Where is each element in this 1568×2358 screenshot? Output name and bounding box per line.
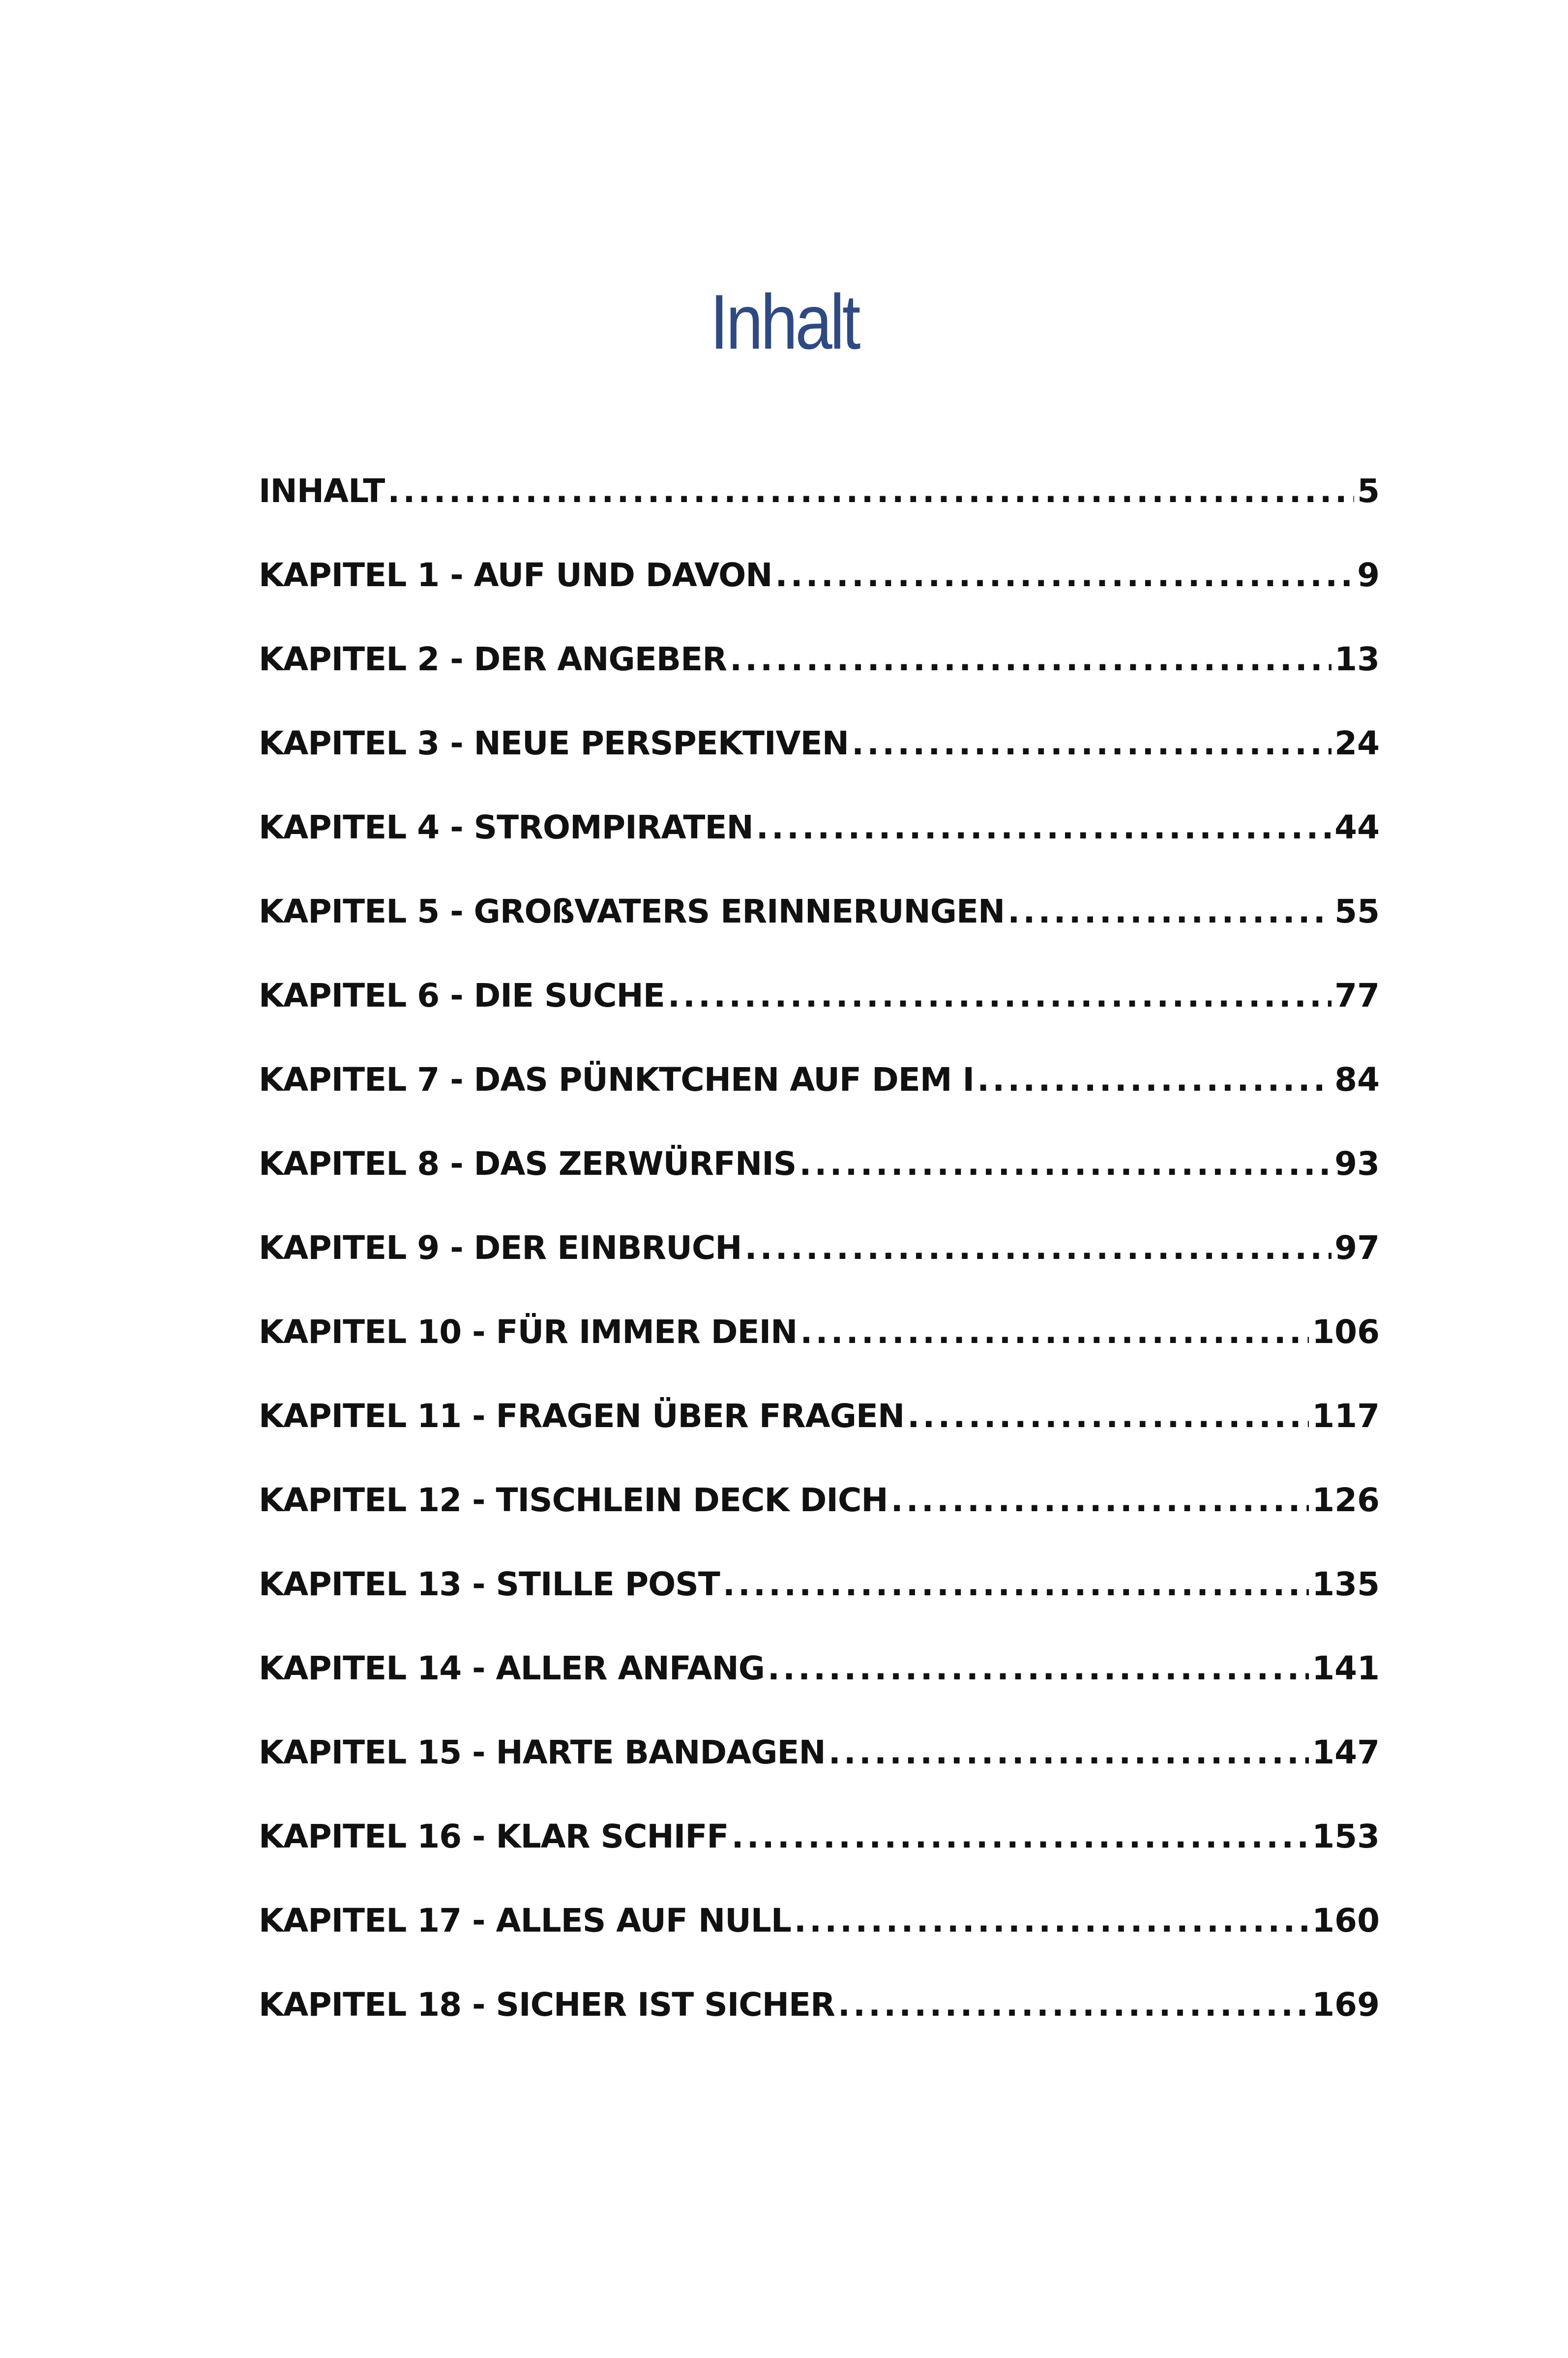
toc-dot-leader [799, 1145, 1331, 1183]
table-of-contents [259, 472, 1380, 2070]
toc-entry[interactable] [259, 1229, 1380, 1313]
toc-dot-leader [732, 1818, 1309, 1855]
toc-entry[interactable] [259, 1649, 1380, 1733]
toc-entry-label: KAPITEL 3 - NEUE PERSPEKTIVEN [259, 724, 849, 762]
toc-entry-label: KAPITEL 16 - KLAR SCHIFF [259, 1818, 729, 1855]
toc-dot-leader [745, 1229, 1332, 1267]
toc-entry[interactable] [259, 1397, 1380, 1481]
toc-entry-label: KAPITEL 7 - DAS PÜNKTCHEN AUF DEM I [259, 1061, 975, 1099]
toc-entry-label: KAPITEL 8 - DAS ZERWÜRFNIS [259, 1145, 797, 1183]
toc-entry-label: KAPITEL 1 - AUF UND DAVON [259, 556, 772, 594]
toc-entry-label: KAPITEL 9 - DER EINBRUCH [259, 1229, 742, 1267]
toc-entry[interactable] [259, 640, 1380, 724]
toc-entry[interactable] [259, 977, 1380, 1061]
toc-entry-page: 126 [1312, 1481, 1380, 1519]
toc-entry-label: KAPITEL 13 - STILLE POST [259, 1565, 720, 1603]
toc-entry-page: 160 [1312, 1902, 1380, 1940]
toc-entry[interactable] [259, 724, 1380, 808]
toc-entry[interactable] [259, 1733, 1380, 1818]
toc-entry-page: 55 [1334, 893, 1380, 930]
toc-entry-page: 9 [1357, 556, 1380, 594]
toc-entry-page: 106 [1312, 1313, 1380, 1351]
toc-entry[interactable] [259, 472, 1380, 556]
toc-entry[interactable] [259, 1145, 1380, 1229]
toc-entry-page: 135 [1312, 1565, 1380, 1603]
toc-entry-page: 84 [1334, 1061, 1380, 1099]
toc-dot-leader [800, 1313, 1309, 1351]
toc-entry[interactable] [259, 1818, 1380, 1902]
toc-entry-page: 153 [1312, 1818, 1380, 1855]
toc-entry-page: 169 [1312, 1986, 1380, 2024]
toc-entry-page: 147 [1312, 1733, 1380, 1771]
toc-dot-leader [723, 1565, 1309, 1603]
toc-dot-leader [828, 1733, 1309, 1771]
toc-entry-page: 93 [1334, 1145, 1380, 1183]
toc-entry-label: KAPITEL 17 - ALLES AUF NULL [259, 1902, 791, 1940]
toc-dot-leader [756, 808, 1331, 846]
toc-dot-leader [977, 1061, 1331, 1099]
toc-entry-label: KAPITEL 12 - TISCHLEIN DECK DICH [259, 1481, 888, 1519]
toc-dot-leader [794, 1902, 1309, 1940]
toc-entry[interactable] [259, 1565, 1380, 1649]
toc-entry-label: KAPITEL 11 - FRAGEN ÜBER FRAGEN [259, 1397, 905, 1435]
page-title: Inhalt [710, 278, 858, 365]
toc-dot-leader [387, 472, 1354, 510]
toc-dot-leader [768, 1649, 1309, 1687]
toc-entry-page: 141 [1312, 1649, 1380, 1687]
toc-dot-leader [891, 1481, 1309, 1519]
toc-entry-label: KAPITEL 6 - DIE SUCHE [259, 977, 665, 1015]
toc-dot-leader [1007, 893, 1331, 930]
toc-entry-label: INHALT [259, 472, 385, 510]
toc-dot-leader [852, 724, 1331, 762]
toc-entry-page: 97 [1334, 1229, 1380, 1267]
toc-entry[interactable] [259, 1481, 1380, 1565]
toc-dot-leader [668, 977, 1331, 1015]
toc-entry-label: KAPITEL 18 - SICHER IST SICHER [259, 1986, 835, 2024]
toc-entry[interactable] [259, 1902, 1380, 1986]
toc-entry[interactable] [259, 1313, 1380, 1397]
toc-entry-label: KAPITEL 10 - FÜR IMMER DEIN [259, 1313, 798, 1351]
toc-entry-page: 44 [1334, 808, 1380, 846]
toc-entry-page: 13 [1334, 640, 1380, 678]
toc-entry-page: 5 [1357, 472, 1380, 510]
toc-entry-label: KAPITEL 14 - ALLER ANFANG [259, 1649, 765, 1687]
toc-entry-label: KAPITEL 15 - HARTE BANDAGEN [259, 1733, 826, 1771]
toc-entry-page: 77 [1334, 977, 1380, 1015]
toc-entry-page: 24 [1334, 724, 1380, 762]
toc-entry-label: KAPITEL 2 - DER ANGEBER [259, 640, 727, 678]
toc-entry[interactable] [259, 1061, 1380, 1145]
toc-entry-page: 117 [1312, 1397, 1380, 1435]
toc-entry-label: KAPITEL 4 - STROMPIRATEN [259, 808, 753, 846]
toc-entry[interactable] [259, 1986, 1380, 2070]
toc-dot-leader [775, 556, 1355, 594]
toc-entry[interactable] [259, 556, 1380, 640]
toc-entry[interactable] [259, 893, 1380, 977]
toc-dot-leader [907, 1397, 1309, 1435]
toc-dot-leader [838, 1986, 1309, 2024]
toc-entry-label: KAPITEL 5 - GROßVATERS ERINNERUNGEN [259, 893, 1005, 930]
toc-dot-leader [730, 640, 1331, 678]
toc-entry[interactable] [259, 808, 1380, 893]
